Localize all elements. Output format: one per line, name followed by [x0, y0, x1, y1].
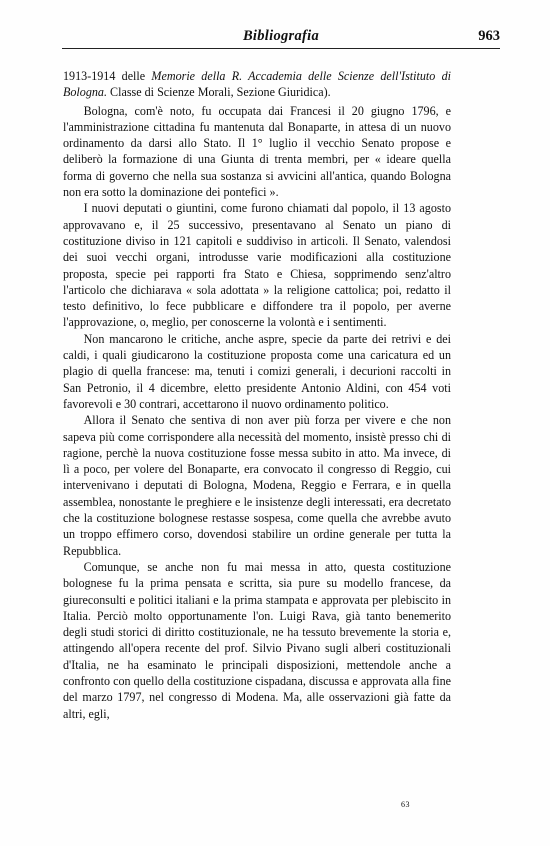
- paragraph: Bologna, com'è noto, fu occupata dai Francesi il 20 giugno 1796, e l'amministrazione cittadina fu mantenuta dal Bonaparte, in attesa di un nuovo ordinamento da darsi allo Stato. Il 1° luglio il vecchio Senato propose e deliberò la formazione di una Giunta di trenta membri, per « ideare quella forma di governo che nella sua sostanza si avvicini all'antica, quando Bologna non era sotto la dominazione dei pontefici ».: [63, 103, 451, 200]
- paragraph: Non mancarono le critiche, anche aspre, specie da parte dei retrivi e dei caldi, i quali giudicarono la costituzione proposta come una caricatura ed un plagio di quella francese: ma, tenuti i comizi generali, i decurioni raccolti in San Petronio, il 4 dicembre, eletto presidente Antonio Aldini, con 454 voti favorevoli e 30 contrari, accettarono il nuovo ordinamento politico.: [63, 331, 451, 411]
- page-number: 963: [478, 28, 500, 44]
- reference-rest: Classe di Scienze Morali, Sezione Giuridica).: [107, 85, 331, 100]
- paragraph: Allora il Senato che sentiva di non aver più forza per vivere e che non sapeva più come corrispondere alla necessità del momento, insistè presso chi di ragione, perchè la nuova costituzione fosse messa subito in atto. Ma invece, di lì a poco, per volere del Bonaparte, era convocato il congresso di Reggio, cui intervenivano i deputati di Bologna, Modena, Reggio e Ferrara, e in quella assemblea, nonostante le preghiere e le insistenze degli interessati, era decretato che la costituzione bolognese restasse sospesa, come quella che avrebbe avuto un troppo effimero corso, dovendosi stabilire un ordine generale per tutta la Repubblica.: [63, 413, 451, 558]
- journal-title: Memorie della R. Accademia delle Scienze dell'Istituto di Bologna.: [63, 69, 451, 100]
- bibliographic-reference: [63, 68, 451, 101]
- paragraph: I nuovi deputati o giuntini, come furono chiamati dal popolo, il 13 agosto approvavano e, il 25 successivo, presentavano al Senato un piano di costituzione diviso in 121 capitoli e suddiviso in articoli. Il Senato, valendosi dei suoi vecchi organi, introdusse varie modificazioni alla costituzione proposta, specie pei rapporti fra Stato e Chiesa, sopprimendo senz'altro l'articolo che dichiarava « sola adottata » la religione cattolica; poi, redatto il testo definitivo, lo fece pubblicare e diffondere tra il popolo, per averne l'approvazione, o, meglio, per conoscerne la volontà e i sentimenti.: [63, 201, 451, 330]
- paragraph: Comunque, se anche non fu mai messa in atto, questa costituzione bolognese fu la prima pensata e scritta, sia pure su modello francese, da giureconsulti e politici italiani e la prima stampata e approvata per plebiscito in Italia. Perciò molto opportunamente l'on. Luigi Rava, già tanto benemerito degli studi storici di diritto costituzionale, ne ha tessuto brevemente la storia e, attingendo all'opera recente del prof. Silvio Pivano sugli alberi costituzionali d'Italia, ne ha esaminato le principali disposizioni, mettendole anche a confronto con quello della costituzione cispadana, discussa e approvata alla fine del marzo 1797, nel congresso di Modena. Ma, alle osservazioni già fatte da altri, egli,: [63, 559, 451, 721]
- reference-lead: 1913-1914 delle: [63, 69, 152, 83]
- running-title: Bibliografia: [242, 28, 320, 44]
- main-text: [63, 68, 451, 722]
- page-header: [62, 26, 500, 49]
- sheet-signature: 63: [401, 800, 410, 809]
